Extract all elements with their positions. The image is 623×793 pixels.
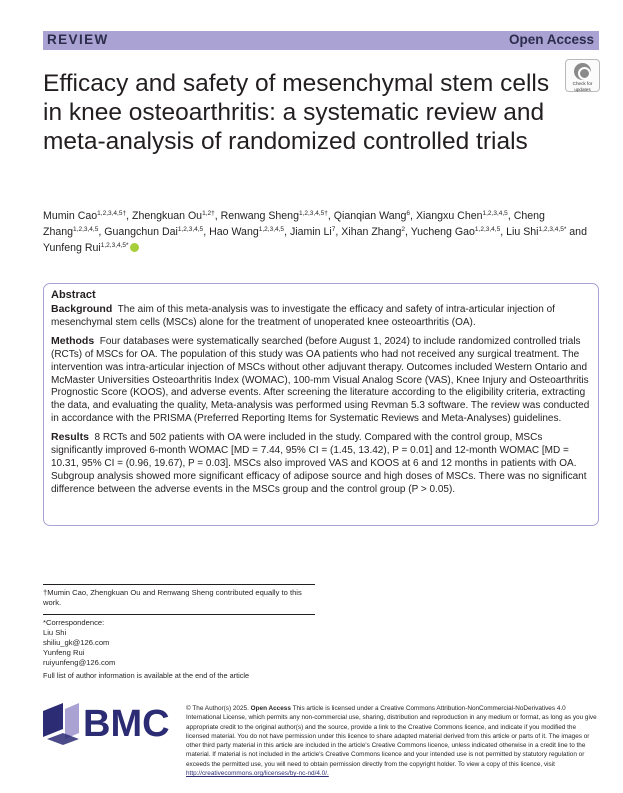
author-name: Xiangxu Chen <box>415 210 483 222</box>
author-separator: , <box>284 226 290 238</box>
author-affiliation: 1,2,3,4,5 <box>482 210 508 217</box>
license-open-access: Open Access <box>250 705 291 712</box>
author-affiliation: 1,2,3,4,5 <box>177 226 204 233</box>
author-list <box>43 208 599 256</box>
author-name: Renwang Sheng <box>220 210 299 222</box>
bmc-logo <box>43 703 173 745</box>
author-name: Xihan Zhang <box>341 226 402 238</box>
article-title: Efficacy and safety of mesenchymal stem cells in knee osteoarthritis: a systematic review and meta-analysis of randomized controlled trials <box>43 70 550 155</box>
contribution-note: †Mumin Cao, Zhengkuan Ou and Renwang Sheng contributed equally to this work. <box>43 588 302 607</box>
author-name: Yunfeng Rui <box>43 242 101 254</box>
check-updates-line2: updates <box>574 87 591 92</box>
author-separator: , <box>126 210 132 222</box>
results-label: Results <box>51 431 89 444</box>
author-name: Jiamin Li <box>289 226 332 238</box>
corresponding-author-1: Liu Shi <box>43 628 67 637</box>
author-name: Yucheng Gao <box>410 226 475 238</box>
article-type-bar <box>43 31 599 50</box>
bmc-wordmark: BMC <box>83 703 170 745</box>
check-updates-icon <box>574 63 591 80</box>
author-affiliation: 1,2,3,4,5† <box>298 210 328 217</box>
section-label: REVIEW <box>47 32 109 47</box>
author-affiliation: 1,2,3,4,5 <box>474 226 501 233</box>
author-name: Guangchun Dai <box>104 226 178 238</box>
author-separator: , <box>327 210 334 222</box>
license-statement <box>186 704 601 778</box>
check-for-updates-button[interactable] <box>565 59 600 92</box>
author-separator: , <box>335 226 342 238</box>
corresponding-email-2[interactable]: ruiyunfeng@126.com <box>43 658 116 667</box>
author-name: Zhengkuan Ou <box>131 210 203 222</box>
open-access-label: Open Access <box>508 32 594 47</box>
abstract-heading: Abstract <box>51 289 96 301</box>
author-separator: , <box>500 226 507 238</box>
license-link[interactable]: http://creativecommons.org/licenses/by-nc-nd/4.0/. <box>186 770 329 778</box>
license-text: This article is licensed under a Creative Commons Attribution-NonCommercial-NoDerivatives 4.0 International License, which permits any non-commercial use, sharing, distribution and reproduction in any medium or format, as long as you give appropriate credit to the original author(s) and the source, provide a link to the Creative Commons licence, and indicate if you modified the licensed material. You do not have permission under this licence to share adapted material derived from this article or parts of it. The images or other third party material in this article are included in the article's Creative Commons licence, unless indicated otherwise in a credit line to the material. If material is not included in the article's Creative Commons licence and your intended use is not permitted by statutory regulation or exceeds the permitted use, you will need to obtain permission directly from the copyright holder. To view a copy of this licence, visit <box>186 705 597 768</box>
abstract-results <box>51 431 590 497</box>
author-affiliation: 1,2,3,4,5 <box>73 226 99 233</box>
corresponding-author-2: Yunfeng Rui <box>43 648 85 657</box>
correspondence-label: *Correspondence: <box>43 618 105 627</box>
corresponding-email-1[interactable]: shiliu_gk@126.com <box>43 638 110 647</box>
author-name: Qianqian Wang <box>333 210 407 222</box>
copyright-text: © The Author(s) 2025. <box>186 705 249 712</box>
orcid-icon[interactable] <box>130 243 139 252</box>
correspondence-block <box>43 614 315 668</box>
background-text: The aim of this meta-analysis was to investigate the efficacy and safety of intra-articular injection of mesenchymal stem cells (MSCs) alone for the treatment of unoperated knee osteoarthritis (OA). <box>51 304 555 328</box>
results-text: 8 RCTs and 502 patients with OA were included in the study. Compared with the control group, MSCs significantly improved 6-month WOMAC [MD = 7.44, 95% CI = (1.45, 13.42), P = 0.01] and 12-month WOMAC [MD = 10.31, 95% CI = (0.96, 19.67), P = 0.03]. MSCs also improved VAS and KOOS at 6 and 12 months in patients with OA. Subgroup analysis showed more significant efficacy of adipose source and high doses of MSCs. There was no significant difference between the adverse events in the MSCs group and the control group (P > 0.05). <box>51 432 587 495</box>
author-affiliation: 1,2,3,4,5 <box>258 226 285 233</box>
author-separator: , <box>507 210 514 222</box>
author-separator: , <box>203 226 210 238</box>
author-separator: , <box>404 226 411 238</box>
methods-label: Methods <box>51 334 95 347</box>
author-name: Liu Shi <box>506 226 539 238</box>
methods-text: Four databases were systematically searched (before August 1, 2024) to include randomized controlled trials (RCTs) of MSCs for OA. The population of this study was OA patients who had not received any surgical treatment. The intervention was intra-articular injection of MSCs without other adjuvant therapy. Outcomes included Western Ontario and McMaster Universities Osteoarthritis Index (WOMAC), 100-mm Visual Analog Score (VAS), Knee Injury and Osteoarthritis Prognostic Score (KOOS), and adverse events. After screening the literature according to the eligibility criteria, extracting the data, and evaluating the quality, Meta-analysis was performed using Revman 5.3 software. The review was conducted in accordance with the PRISMA (Preferred Reporting Items for Systematic Reviews and Meta-Analyses) guidelines. <box>51 335 590 425</box>
author-affiliation: 1,2,3,4,5† <box>97 210 127 217</box>
check-updates-line1: Check for <box>572 81 593 86</box>
author-separator: , <box>98 226 105 238</box>
bmc-logo-icon <box>43 703 81 745</box>
author-affiliation: 6 <box>406 210 411 217</box>
abstract-methods <box>51 335 590 426</box>
author-name: Cheng Zhang <box>43 210 545 238</box>
author-affiliation: 1,2,3,4,5* <box>538 226 567 233</box>
background-label: Background <box>51 303 113 315</box>
author-separator: , <box>214 210 221 222</box>
abstract-background <box>51 303 590 330</box>
abstract-box <box>43 283 599 526</box>
author-info-note: Full list of author information is available at the end of the article <box>43 671 250 680</box>
author-name: Mumin Cao <box>43 210 98 222</box>
author-separator: and <box>566 226 587 238</box>
author-separator: , <box>410 210 416 222</box>
author-affiliation: 1,2† <box>202 210 215 217</box>
author-affiliation: 7 <box>331 226 336 233</box>
author-name: Hao Wang <box>209 226 259 238</box>
author-affiliation: 1,2,3,4,5* <box>100 242 129 249</box>
author-affiliation: 2 <box>401 226 405 233</box>
footnotes <box>43 584 315 668</box>
